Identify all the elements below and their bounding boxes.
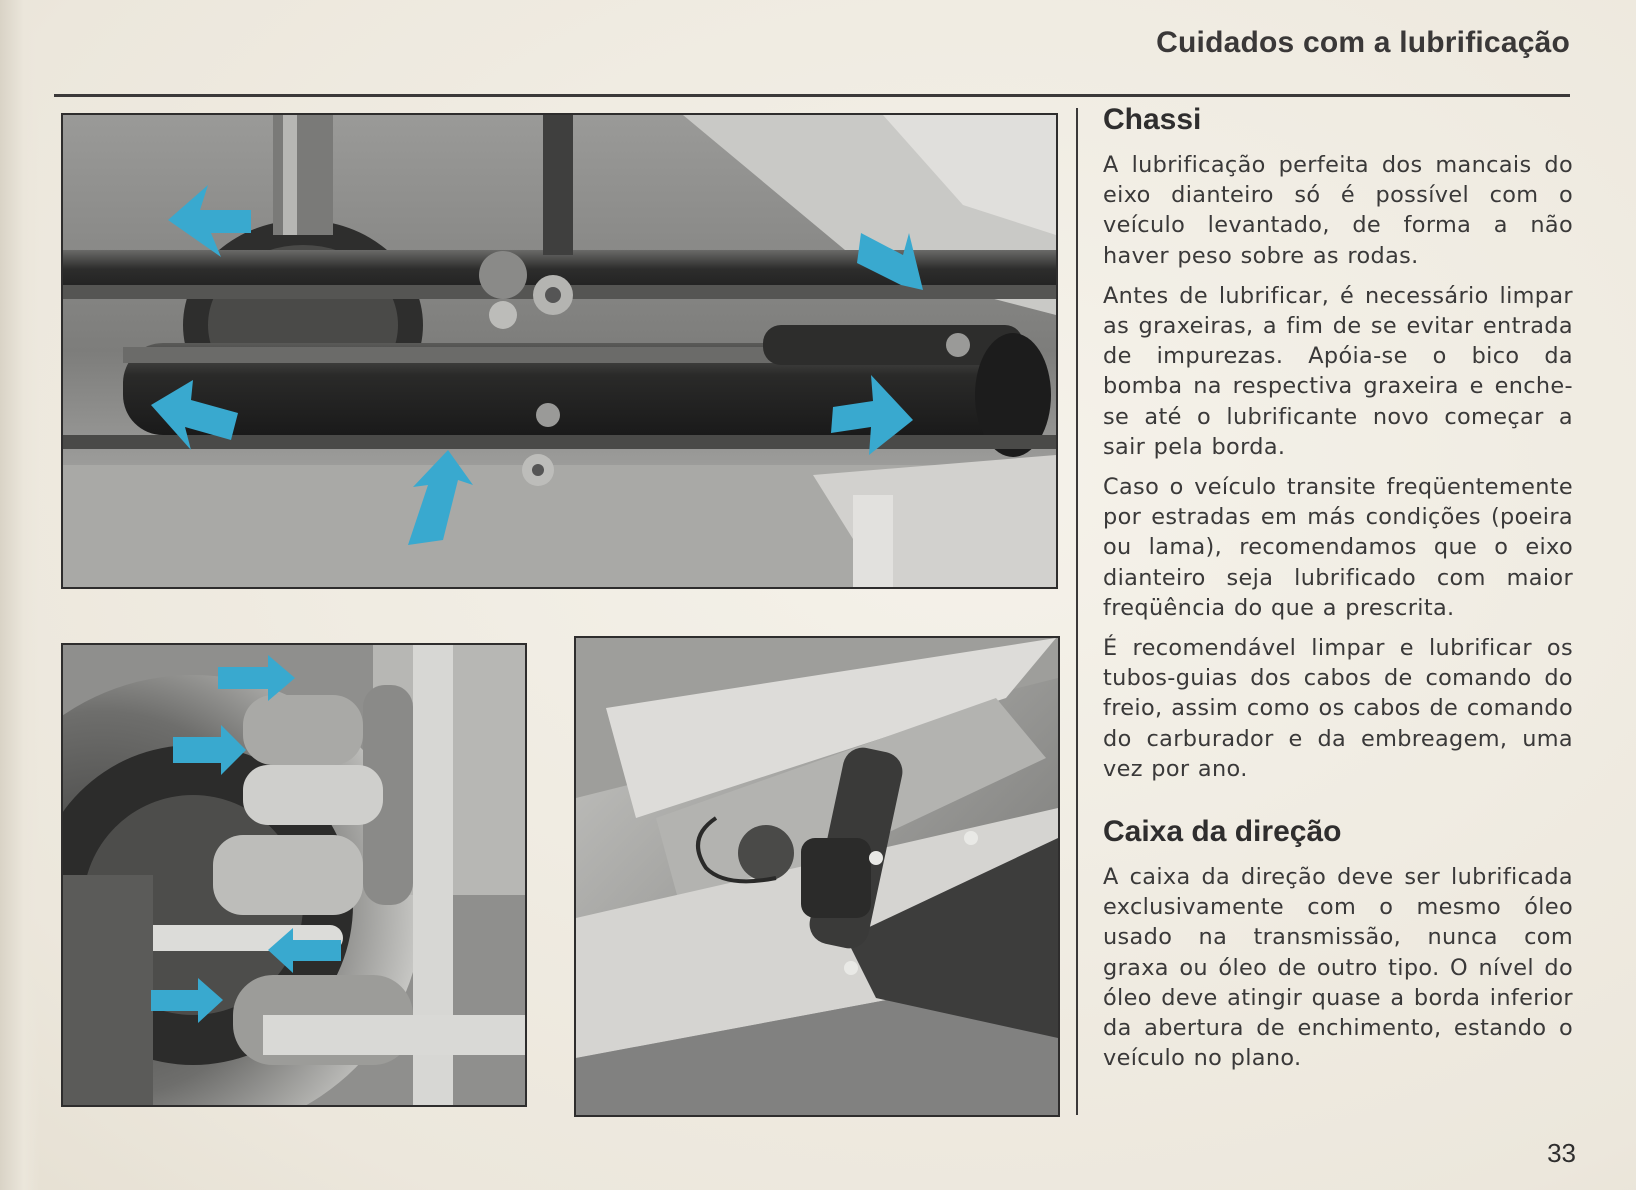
- paragraph: Caso o veículo transite freqüentemente por estradas em más condições (poeira ou lama), recomendamos que o eixo dianteiro seja lubrificado com maior freqüência do que a prescrita.: [1103, 474, 1573, 621]
- paragraph: A lubrificação perfeita dos mancais do eixo dianteiro só é possível com o veículo levantado, de forma a não haver peso sobre as rodas.: [1103, 152, 1573, 269]
- section-title-steering-box: Caixa da direção: [1103, 815, 1342, 849]
- column-divider: [1076, 108, 1078, 1115]
- section-steering-box: [1103, 812, 1573, 1073]
- chassis-underside-photo: [61, 113, 1058, 589]
- section-chassis: [1103, 100, 1573, 784]
- front-axle-grease-fittings-photo: [61, 643, 527, 1107]
- page-spine-shadow: [0, 0, 40, 1190]
- paragraph: É recomendável limpar e lubrificar os tubos-guias dos cabos de comando do freio, assim como os cabos de comando do carburador e da embreagem, uma vez por ano.: [1103, 635, 1573, 782]
- page-number: 33: [1547, 1138, 1576, 1168]
- text-column: [1103, 100, 1573, 1083]
- steering-box-photo: [574, 636, 1060, 1117]
- paragraph: A caixa da direção deve ser lubrificada exclusivamente com o mesmo óleo usado na transmissão, nunca com graxa ou óleo de outro tipo. O nível do óleo deve atingir quase a borda inferior da abertura de enchimento, estando o veículo no plano.: [1103, 864, 1573, 1072]
- section-title-chassis: Chassi: [1103, 103, 1202, 136]
- page-header-title: Cuidados com a lubrificação: [1156, 26, 1570, 59]
- header-rule: [54, 94, 1570, 97]
- paragraph: Antes de lubrificar, é necessário limpar as graxeiras, a fim de se evitar entrada de impurezas. Apóia-se o bico da bomba na respectiva graxeira e enche-se até o lubrificante novo começar a sair pela borda.: [1103, 282, 1573, 460]
